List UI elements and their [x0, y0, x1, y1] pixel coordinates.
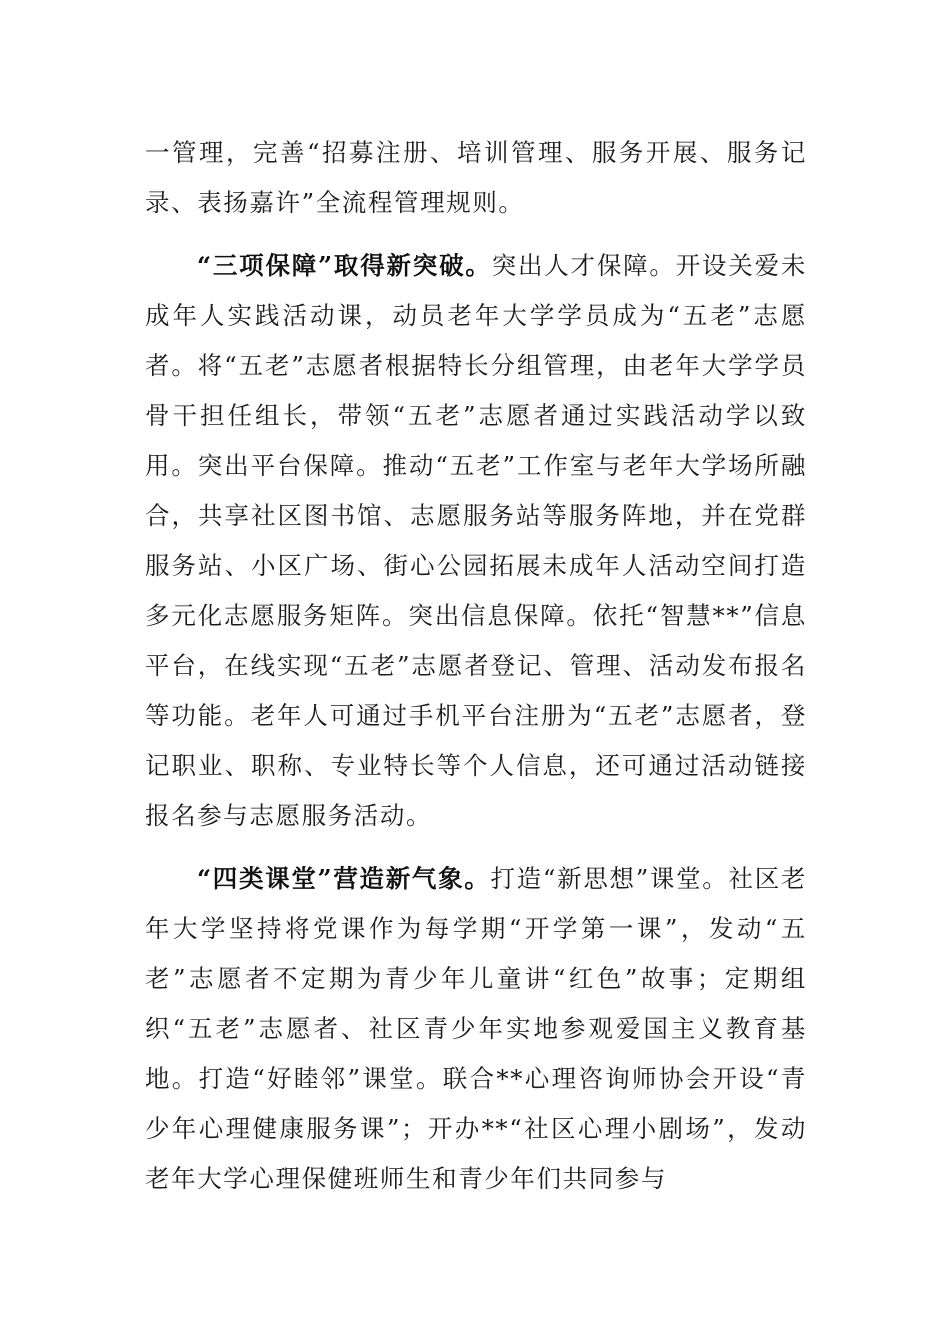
paragraph-continuation [145, 128, 807, 228]
document-body [145, 128, 807, 1204]
paragraph-text: 打造“新思想”课堂。社区老年大学坚持将党课作为每学期“开学第一课”，发动“五老”志愿者不定期为青少年儿童讲“红色”故事；定期组织“五老”志愿者、社区青少年实地参观爱国主义教育基地。打造“好睦邻”课堂。联合**心理咨询师协会开设“青少年心理健康服务课”；开办**“社区心理小剧场”，发动老年大学心理保健班师生和青少年们共同参与 [145, 864, 807, 1193]
paragraph-three-guarantees [145, 241, 807, 841]
paragraph-text: 一管理，完善“招募注册、培训管理、服务开展、服务记录、表扬嘉许”全流程管理规则。 [145, 138, 807, 217]
paragraph-text: 突出人才保障。开设关爱未成年人实践活动课，动员老年大学学员成为“五老”志愿者。将“五老”志愿者根据特长分组管理，由老年大学学员骨干担任组长，带领“五老”志愿者通过实践活动学以致用。突出平台保障。推动“五老”工作室与老年大学场所融合，共享社区图书馆、志愿服务站等服务阵地，并在党群服务站、小区广场、街心公园拓展未成年人活动空间打造多元化志愿服务矩阵。突出信息保障。依托“智慧**”信息平台，在线实现“五老”志愿者登记、管理、活动发布报名等功能。老年人可通过手机平台注册为“五老”志愿者，登记职业、职称、专业特长等个人信息，还可通过活动链接报名参与志愿服务活动。 [145, 251, 807, 830]
paragraph-heading: “四类课堂”营造新气象。 [197, 864, 491, 893]
paragraph-four-classrooms [145, 854, 807, 1204]
paragraph-heading: “三项保障”取得新突破。 [197, 251, 492, 280]
